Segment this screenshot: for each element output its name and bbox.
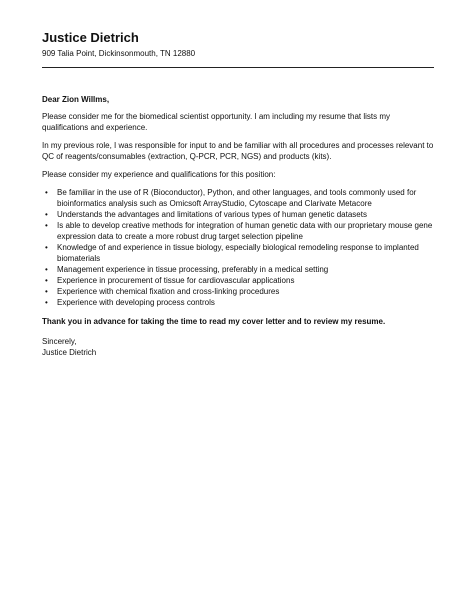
list-item-text: Knowledge of and experience in tissue biology, especially biological remodeling response to implanted biomaterials — [57, 243, 419, 263]
bullet-icon: • — [45, 188, 48, 197]
header-divider — [42, 67, 434, 68]
list-item — [42, 264, 434, 275]
sender-name: Justice Dietrich — [42, 30, 139, 45]
list-item-text: Be familiar in the use of R (Bioconductor), Python, and other languages, and tools commonly used for bioinformatics analysis such as Omicsoft ArrayStudio, Cytoscape and Clarivate Metacore — [57, 188, 417, 208]
list-item — [42, 286, 434, 297]
sender-address: 909 Talia Point, Dickinsonmouth, TN 12880 — [42, 49, 196, 58]
previous-role-paragraph: In my previous role, I was responsible for input to and be familiar with all procedures and processes relevant to QC of reagents/consumables (extraction, Q-PCR, PCR, NGS) and products (kits). — [42, 141, 434, 161]
qualifications-intro: Please consider my experience and qualifications for this position: — [42, 170, 276, 179]
list-item — [42, 297, 434, 308]
list-item-text: Experience in procurement of tissue for cardiovascular applications — [57, 276, 295, 285]
letter-header — [42, 30, 434, 59]
bullet-icon: • — [45, 210, 48, 219]
salutation: Dear Zion Willms, — [42, 95, 110, 104]
list-item-text: Management experience in tissue processing, preferably in a medical setting — [57, 265, 329, 274]
qualifications-list — [42, 187, 434, 308]
list-item — [42, 220, 434, 242]
list-item-text: Experience with developing process controls — [57, 298, 215, 307]
list-item — [42, 242, 434, 264]
signature-name: Justice Dietrich — [42, 348, 97, 357]
list-item — [42, 275, 434, 286]
letter-body — [42, 94, 434, 358]
bullet-icon: • — [45, 243, 48, 252]
bullet-icon: • — [45, 276, 48, 285]
bullet-icon: • — [45, 287, 48, 296]
list-item-text: Experience with chemical fixation and cross-linking procedures — [57, 287, 280, 296]
list-item — [42, 209, 434, 220]
bullet-icon: • — [45, 265, 48, 274]
closing: Sincerely, — [42, 337, 77, 346]
thank-you-paragraph: Thank you in advance for taking the time to read my cover letter and to review my resume. — [42, 317, 386, 326]
intro-paragraph: Please consider me for the biomedical scientist opportunity. I am including my resume that lists my qualifications and experience. — [42, 112, 390, 132]
bullet-icon: • — [45, 221, 48, 230]
list-item — [42, 187, 434, 209]
list-item-text: Understands the advantages and limitations of various types of human genetic datasets — [57, 210, 367, 219]
bullet-icon: • — [45, 298, 48, 307]
list-item-text: Is able to develop creative methods for integration of human genetic data with our proprietary mouse gene expression data to create a more robust drug target selection pipeline — [57, 221, 433, 241]
